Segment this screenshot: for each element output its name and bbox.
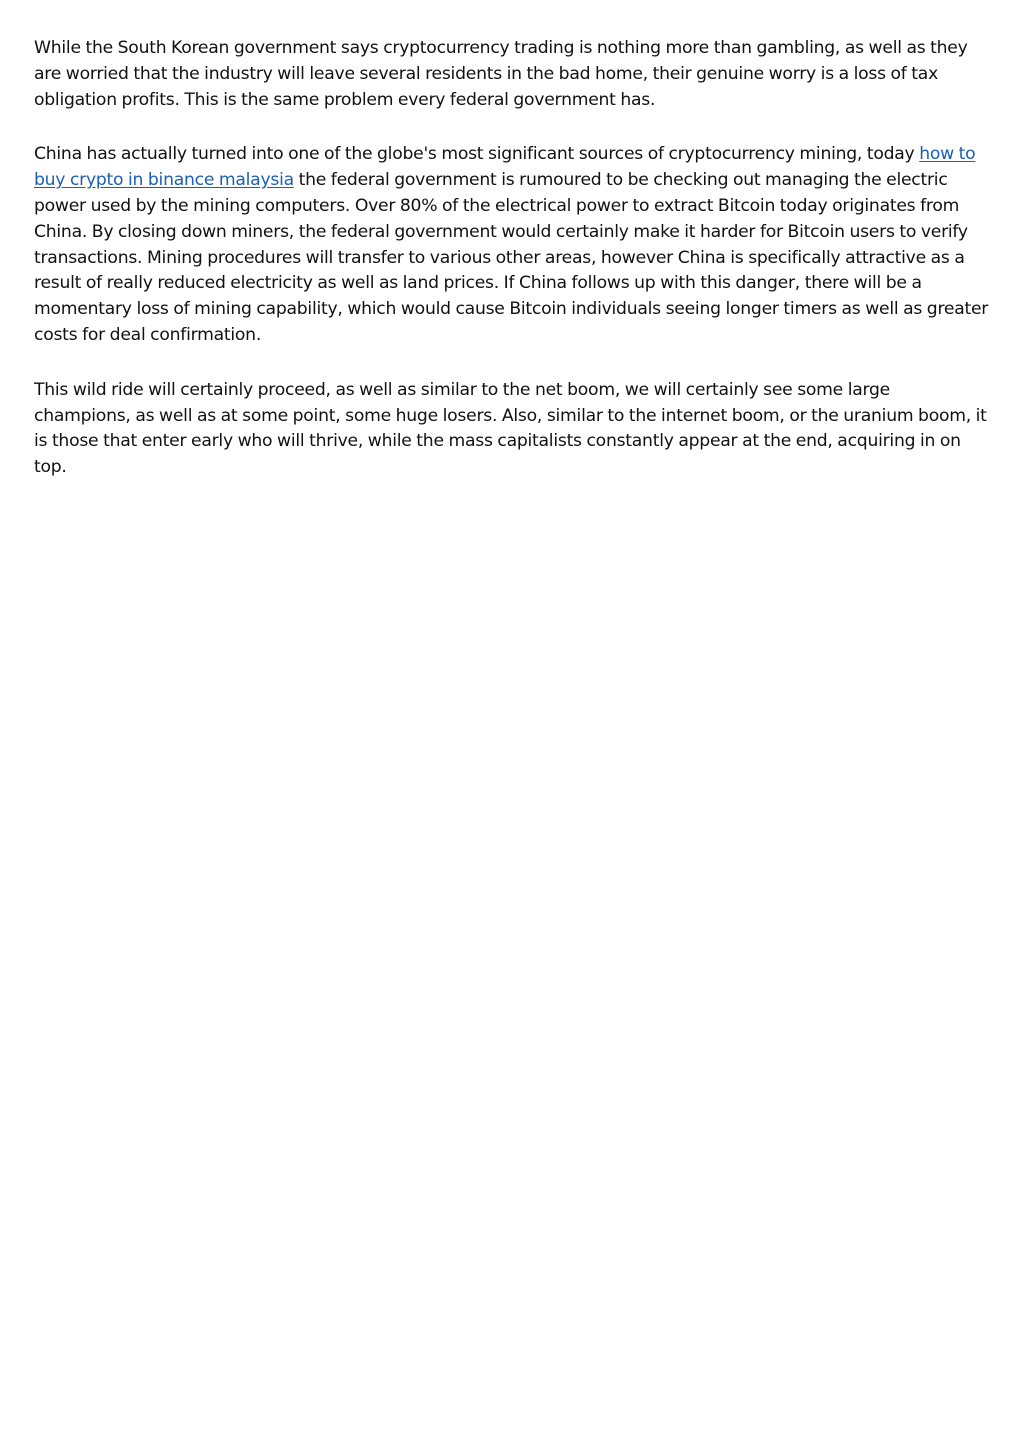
paragraph-wild-ride [34, 378, 990, 481]
paragraph-text: While the South Korean government says cryptocurrency trading is nothing more than gambling, as well as they are worried that the industry will leave several residents in the bad home, their genuine worry is a loss of tax obligation profits. This is the same problem every federal government has. [34, 38, 968, 110]
paragraph-text: This wild ride will certainly proceed, as well as similar to the net boom, we will certainly see some large champions, as well as at some point, some huge losers. Also, similar to the internet boom, or the uranium boom, it is those that enter early who will thrive, while the mass capitalists constantly appear at the end, acquiring in on top. [34, 379, 987, 478]
paragraph-text-before-link: China has actually turned into one of the globe's most significant sources of cryptocurrency mining, today [34, 144, 920, 165]
paragraph-south-korea [34, 36, 990, 113]
binance-malaysia-link[interactable]: how to buy crypto in binance malaysia [34, 144, 976, 191]
paragraph-text-after-link: the federal government is rumoured to be checking out managing the electric power used by the mining computers. Over 80% of the electrical power to extract Bitcoin today originates from China. By closing down miners, the federal government would certainly make it harder for Bitcoin users to verify transactions. Mining procedures will transfer to various other areas, however China is specifically attractive as a result of really reduced electricity as well as land prices. If China follows up with this danger, there will be a momentary loss of mining capability, which would cause Bitcoin individuals seeing longer timers as well as greater costs for deal confirmation. [34, 170, 989, 345]
paragraph-china-mining [34, 142, 990, 348]
document-body [34, 36, 990, 510]
